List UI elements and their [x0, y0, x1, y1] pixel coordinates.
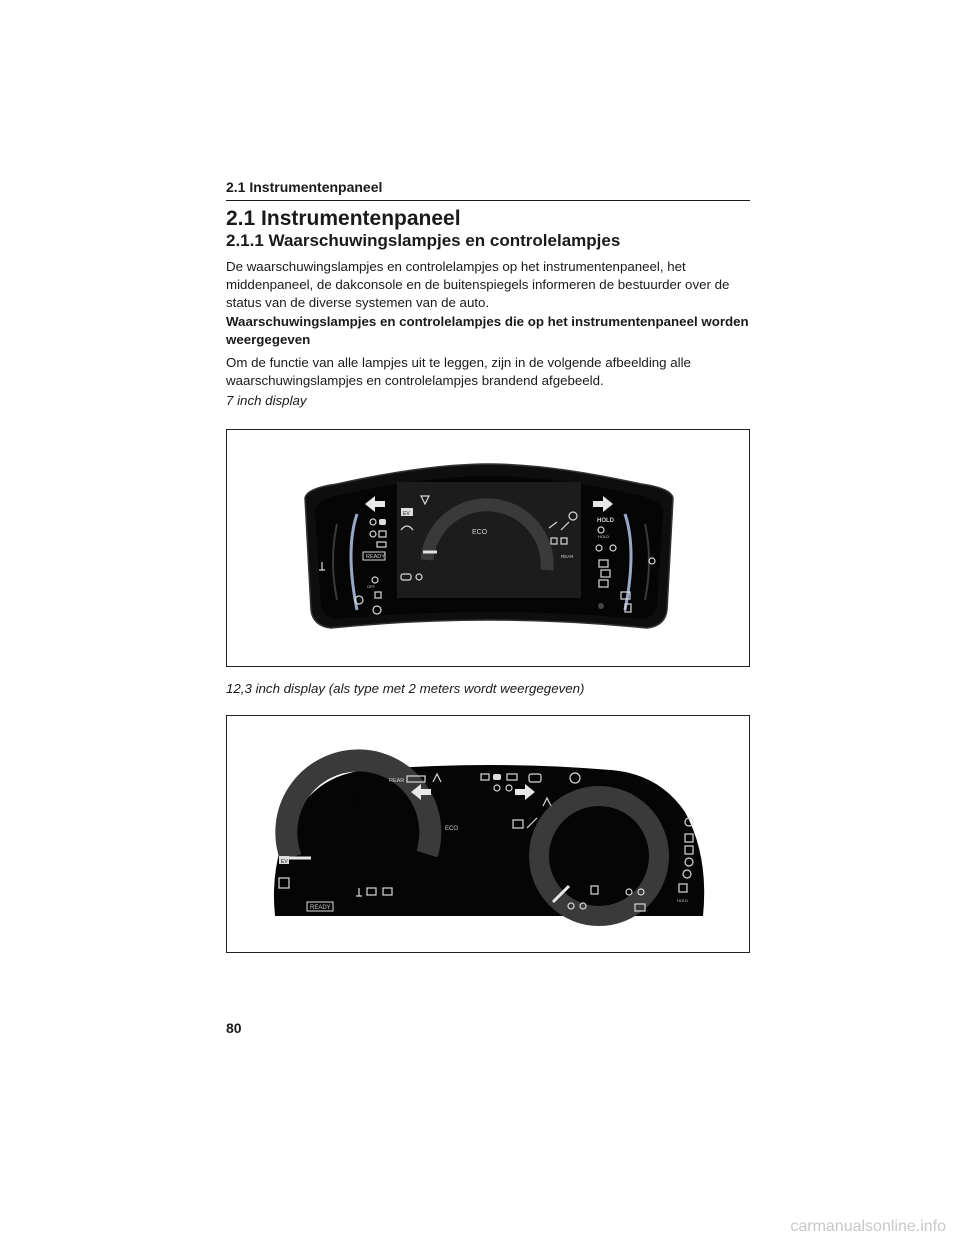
instrument-cluster-7inch [227, 430, 751, 668]
high-beam-icon [379, 519, 386, 525]
security-indicator-icon [598, 603, 604, 609]
section-subtitle: 2.1.1 Waarschuwingslampjes en controlelampjes [226, 231, 621, 250]
page-title: 2.1 Instrumentenpaneel [226, 207, 461, 230]
ev-label-12: EV [281, 859, 288, 865]
figure1-caption: 7 inch display [226, 393, 307, 408]
watermark: carmanualsonline.info [790, 1218, 946, 1235]
running-header [226, 178, 750, 201]
ev-label: EV [403, 511, 410, 517]
intro-paragraph: De waarschuwingslampjes en controlelampjes op het instrumentenpaneel, het middenpaneel, de dakconsole en de buitenspiegels informeren de bestuurder over de status van de diverse systemen van de auto. [226, 259, 730, 310]
ready-label: READY [366, 554, 385, 560]
hold-label: HOLD [597, 518, 614, 524]
ready-label-12: READY [310, 905, 331, 911]
explanation-paragraph: Om de functie van alle lampjes uit te leggen, zijn in de volgende afbeelding alle waarschuwingslampjes en controlelampjes brandend afgebeeld. [226, 355, 691, 388]
eco-label: ECO [472, 529, 488, 536]
rear-label: REAR [561, 554, 574, 559]
off-label: OFF [367, 584, 375, 589]
figure2-caption: 12,3 inch display (als type met 2 meters wordt weergegeven) [226, 681, 585, 696]
page-number: 80 [226, 1020, 242, 1036]
figure-12inch-display [226, 715, 750, 953]
high-beam-icon-12 [493, 774, 501, 780]
instrument-cluster-12inch [227, 716, 751, 954]
eco-label-12: ECO [445, 826, 459, 832]
hold-small-label: HOLD [598, 534, 610, 539]
hold-label-12: HOLD [677, 898, 689, 903]
rear-label-12: REAR [389, 778, 405, 784]
running-header-text: 2.1 Instrumentenpaneel [226, 179, 383, 195]
figure-7inch-display [226, 429, 750, 667]
bold-heading: Waarschuwingslampjes en controlelampjes die op het instrumentenpaneel worden weergegeven [226, 314, 749, 347]
